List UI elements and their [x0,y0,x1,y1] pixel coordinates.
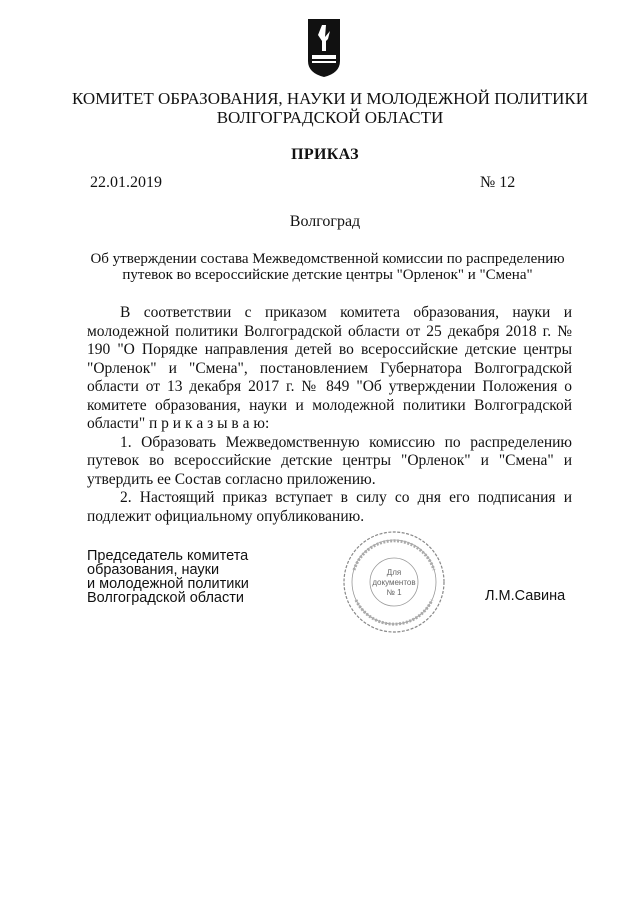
order-word: п р и к а з ы в а ю: [149,415,270,432]
signatory-title-line-3: и молодежной политики [87,576,249,592]
coat-of-arms-icon [306,17,342,79]
subject-line-1: Об утверждении состава Межведомственной комиссии по распределению [90,251,565,267]
seal-text-3: № 1 [386,588,402,597]
preamble-paragraph [87,304,572,434]
document-subject [60,251,595,283]
seal-text-1: Для [386,568,402,577]
document-date: 22.01.2019 [90,174,162,191]
signatory-name: Л.М.Савина [485,588,566,604]
organization-name [40,89,620,127]
order-item-1: 1. Образовать Межведомственную комиссию по распределению путевок во всероссийские детские центры "Орленок" и "Смена" и утвердить ее Состав согласно приложению. [87,433,572,488]
org-line-2: ВОЛГОГРАДСКОЙ ОБЛАСТИ [216,108,444,127]
signatory-title-line-4: Волгоградской области [87,590,244,606]
signatory-title-line-1: Председатель комитета [87,548,249,564]
document-number: № 12 [480,174,516,191]
order-item-2: 2. Настоящий приказ вступает в силу со дня его подписания и подлежит официальному опубликованию. [87,489,572,525]
signatory-title [87,549,249,605]
preamble-text: В соответствии с приказом комитета образования, науки и молодежной политики Волгоградской области от 25 декабря 2018 г. № 190 "О Порядке направления детей во всероссийские детские центры "Орленок" и "Смена", постановлением Губернатора Волгоградской области от 13 декабря 2017 г. № 849 "Об утверждении Положения о комитете образования, науки и молодежной политики Волгоградской области" [87,304,572,432]
seal-text-2: документов [372,578,416,587]
document-city: Волгоград [289,213,361,230]
document-body [87,304,572,526]
signatory-title-line-2: образования, науки [87,562,220,578]
document-type: ПРИКАЗ [291,146,359,163]
org-line-1: КОМИТЕТ ОБРАЗОВАНИЯ, НАУКИ И МОЛОДЕЖНОЙ ПОЛИТИКИ [72,89,588,108]
official-seal [342,530,446,634]
subject-line-2: путевок во всероссийские детские центры "Орленок" и "Смена" [122,267,533,283]
